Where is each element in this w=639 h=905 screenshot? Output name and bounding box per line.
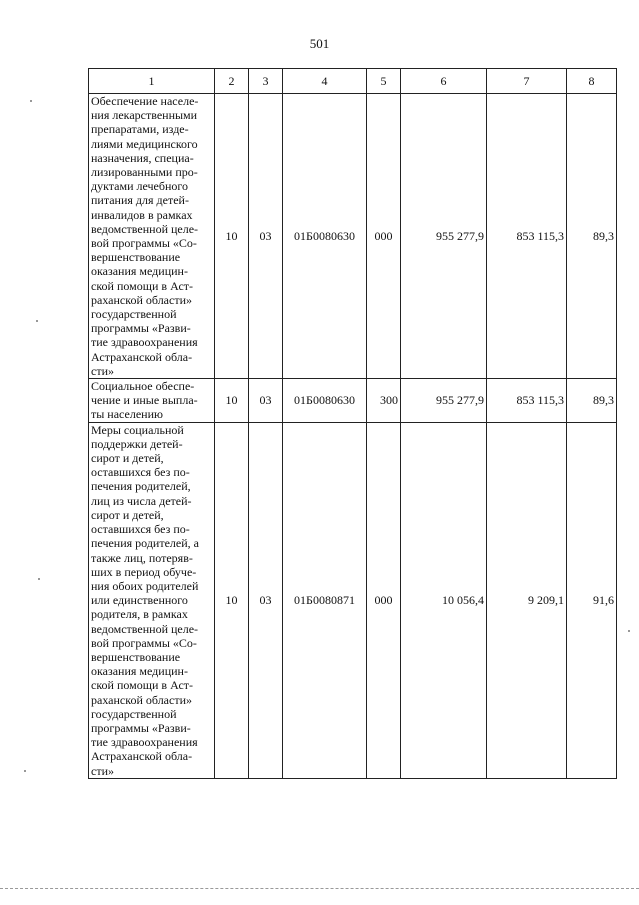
table-row <box>89 379 617 423</box>
percent-col8: 91,6 <box>567 422 617 778</box>
percent-col8: 89,3 <box>567 379 617 423</box>
column-header: 6 <box>401 69 487 94</box>
budget-table <box>88 68 617 779</box>
amount-col6: 955 277,9 <box>401 379 487 423</box>
row-name: Социальное обеспе- чение и иные выпла- ты населению <box>89 379 215 423</box>
column-header: 8 <box>567 69 617 94</box>
column-header: 3 <box>249 69 283 94</box>
header-row <box>89 69 617 94</box>
column-header: 7 <box>487 69 567 94</box>
column-header: 4 <box>283 69 367 94</box>
subsection-code: 03 <box>249 94 283 379</box>
page-number: 501 <box>309 36 330 51</box>
column-header: 5 <box>367 69 401 94</box>
expense-type-code: 000 <box>367 94 401 379</box>
expense-type-code: 000 <box>367 422 401 778</box>
expense-type-code: 300 <box>367 379 401 423</box>
amount-col6: 955 277,9 <box>401 94 487 379</box>
section-code: 10 <box>215 379 249 423</box>
table-row <box>89 94 617 379</box>
column-header: 1 <box>89 69 215 94</box>
amount-col7: 853 115,3 <box>487 94 567 379</box>
table-row <box>89 422 617 778</box>
target-article-code: 01Б0080630 <box>283 94 367 379</box>
subsection-code: 03 <box>249 422 283 778</box>
row-name: Обеспечение населе- ния лекарственными препаратами, изде- лиями медицинского назначения, специа- лизированными про- дуктами лечебного питания для детей- инвалидов в рамках ведомственной целе- вой программы «Со- вершенствование оказания медицин- ской помощи в Аст- раханской области» государственной программы «Разви- тие здравоохранения Астраханской обла- сти» <box>89 94 215 379</box>
section-code: 10 <box>215 422 249 778</box>
amount-col7: 9 209,1 <box>487 422 567 778</box>
percent-col8: 89,3 <box>567 94 617 379</box>
target-article-code: 01Б0080630 <box>283 379 367 423</box>
column-header: 2 <box>215 69 249 94</box>
target-article-code: 01Б0080871 <box>283 422 367 778</box>
subsection-code: 03 <box>249 379 283 423</box>
amount-col6: 10 056,4 <box>401 422 487 778</box>
bottom-rule <box>0 888 639 889</box>
row-name: Меры социальной поддержки детей- сирот и детей, оставшихся без по- печения родителей, лиц из числа детей- сирот и детей, оставшихся без по- печения родителей, а также лиц, потеряв- ших в период обуче- ния обоих родителей или единственного родителя, в рамках ведомственной целе- вой программы «Со- вершенствование оказания медицин- ской помощи в Аст- раханской области» государственной программы «Разви- тие здравоохранения Астраханской обла- сти» <box>89 422 215 778</box>
section-code: 10 <box>215 94 249 379</box>
amount-col7: 853 115,3 <box>487 379 567 423</box>
